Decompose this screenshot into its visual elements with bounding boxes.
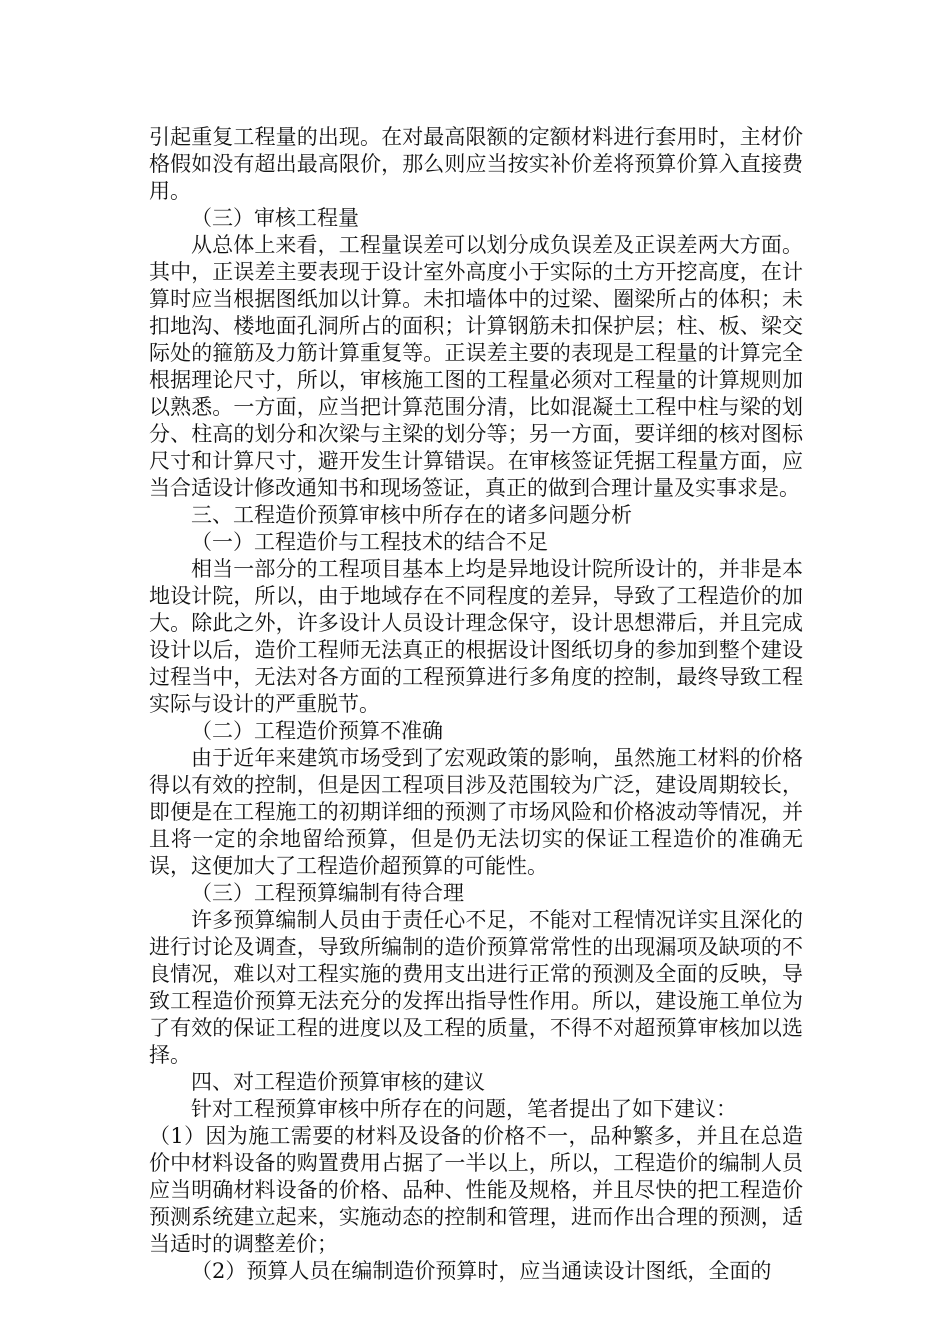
section-heading: （三）审核工程量 (191, 206, 359, 230)
paragraph: 许多预算编制人员由于责任心不足，不能对工程情况详实且深化的进行讨论及调查，导致所编制的造价预算常常性的出现漏项及缺项的不良情况，难以对工程实施的费用支出进行正常的预测及全面的反映，导致工程造价预算无法充分的发挥出指导性作用。所以，建设施工单位为了有效的保证工程的进度以及工程的质量，不得不对超预算审核加以选择。 (149, 908, 803, 1067)
paragraph: 由于近年来建筑市场受到了宏观政策的影响，虽然施工材料的价格得以有效的控制，但是因工程项目涉及范围较为广泛，建设周期较长，即便是在工程施工的初期详细的预测了市场风险和价格波动等情况，并且将一定的余地留给预算，但是仍无法切实的保证工程造价的准确无误，这便加大了工程造价超预算的可能性。 (149, 746, 803, 878)
section-heading: （二）工程造价预算不准确 (191, 719, 443, 743)
paragraph: 相当一部分的工程项目基本上均是异地设计院所设计的，并非是本地设计院，所以，由于地域存在不同程度的差异，导致了工程造价的加大。除此之外，许多设计人员设计理念保守，设计思想滞后，并且完成设计以后，造价工程师无法真正的根据设计图纸切身的参加到整个建设过程当中，无法对各方面的工程预算进行多角度的控制，最终导致工程实际与设计的严重脱节。 (149, 557, 803, 716)
section-heading: （三）工程预算编制有待合理 (191, 881, 464, 905)
paragraph: 从总体上来看，工程量误差可以划分成负误差及正误差两大方面。其中，正误差主要表现于设计室外高度小于实际的土方开挖高度，在计算时应当根据图纸加以计算。未扣墙体中的过梁、圈梁所占的体积；未扣地沟、楼地面孔洞所占的面积；计算钢筋未扣保护层；柱、板、梁交际处的箍筋及力筋计算重复等。正误差主要的表现是工程量的计算完全根据理论尺寸，所以，审核施工图的工程量必须对工程量的计算规则加以熟悉。一方面，应当把计算范围分清，比如混凝土工程中柱与梁的划分、柱高的划分和次梁与主梁的划分等；另一方面，要详细的核对图标尺寸和计算尺寸，避开发生计算错误。在审核签证凭据工程量方面，应当合适设计修改通知书和现场签证，真正的做到合理计量及实事求是。 (149, 233, 803, 500)
list-item: （2）预算人员在编制造价预算时，应当通读设计图纸，全面的 (191, 1259, 772, 1283)
document-body (149, 124, 803, 1285)
list-item: （1）因为施工需要的材料及设备的价格不一，品种繁多，并且在总造价中材料设备的购置费用占据了一半以上，所以，工程造价的编制人员应当明确材料设备的价格、品种、性能及规格，并且尽快的把工程造价预测系统建立起来，实施动态的控制和管理，进而作出合理的预测，适当适时的调整差价； (149, 1124, 803, 1256)
paragraph: 针对工程预算审核中所存在的问题，笔者提出了如下建议： (191, 1097, 737, 1121)
chapter-heading: 三、工程造价预算审核中所存在的诸多问题分析 (191, 503, 632, 527)
paragraph: 引起重复工程量的出现。在对最高限额的定额材料进行套用时，主材价格假如没有超出最高限价，那么则应当按实补价差将预算价算入直接费用。 (149, 125, 803, 203)
chapter-heading: 四、对工程造价预算审核的建议 (191, 1070, 485, 1094)
section-heading: （一）工程造价与工程技术的结合不足 (191, 530, 548, 554)
